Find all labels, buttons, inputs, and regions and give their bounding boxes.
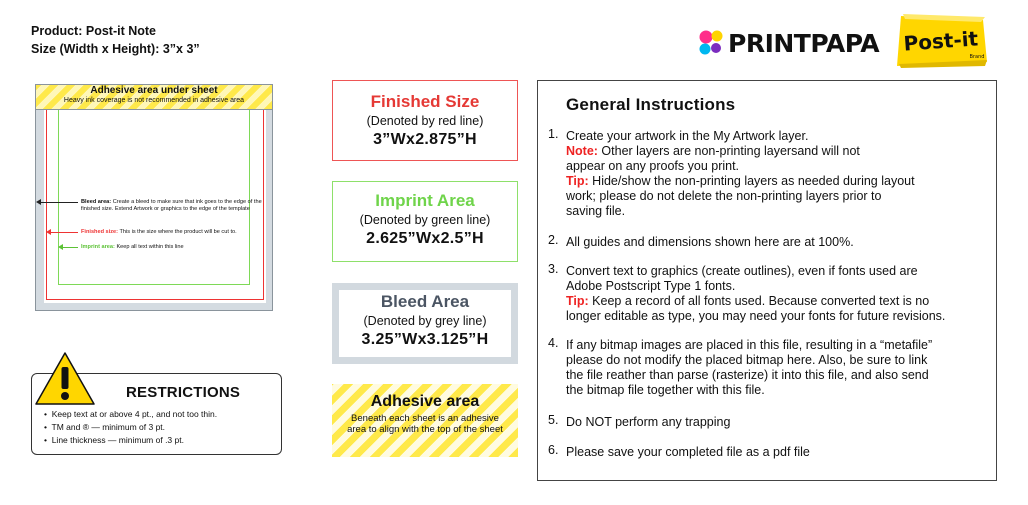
- bleed-annotation: [81, 199, 281, 212]
- restriction-item: • Line thickness — minimum of .3 pt.: [44, 435, 184, 445]
- imprint-area-line: [58, 109, 250, 285]
- imprint-area-sub: (Denoted by green line): [359, 213, 491, 227]
- printpapa-dots-icon: [696, 27, 728, 59]
- restrictions-title: RESTRICTIONS: [126, 384, 241, 401]
- finished-size-value: 3”Wx2.875”H: [373, 131, 477, 148]
- bleed-annotation-label: Bleed area:: [81, 199, 112, 205]
- finished-size-sub: (Denoted by red line): [366, 114, 484, 128]
- printpapa-logo-text: PRINTPAPA: [728, 28, 880, 58]
- adhesive-area-box: [332, 384, 518, 457]
- adhesive-strip-note: Heavy ink coverage is not recommended in adhesive area: [63, 97, 245, 104]
- general-instructions-title: General Instructions: [566, 95, 736, 114]
- bleed-annotation-text: Create a bleed to make sure that ink goes to the edge of the finished size. Extend Artwork or graphics to the edge of the template: [81, 199, 262, 212]
- imprint-annotation: [81, 244, 261, 251]
- finished-size-box: [332, 80, 518, 161]
- product-name: Product: Post-it Note: [31, 24, 156, 38]
- adhesive-area-sub: Beneath each sheet is an adhesive area to align with the top of the sheet: [347, 413, 503, 435]
- adhesive-strip-title: Adhesive area under sheet: [90, 85, 218, 96]
- post-it-logo-text: Post-it: [902, 26, 979, 56]
- imprint-annotation-text: Keep all text within this line: [114, 244, 184, 250]
- adhesive-area-title: Adhesive area: [370, 393, 480, 410]
- warning-icon: [34, 351, 96, 407]
- restriction-item: • TM and ® — minimum of 3 pt.: [44, 422, 166, 432]
- bleed-area-title: Bleed Area: [380, 292, 470, 311]
- restriction-item: • Keep text at or above 4 pt., and not too thin.: [44, 409, 218, 419]
- post-it-brand-logo: [893, 14, 989, 68]
- finished-annotation-text: This is the size where the product will be cut to.: [118, 229, 237, 235]
- printpapa-logo: [696, 26, 879, 60]
- restrictions-list: [44, 408, 217, 447]
- bleed-arrow-line: [40, 202, 78, 203]
- finished-annotation-label: Finished size:: [81, 229, 118, 235]
- product-size: Size (Width x Height): 3”x 3”: [31, 42, 200, 56]
- product-info: [31, 22, 200, 58]
- finished-size-title: Finished Size: [370, 92, 480, 111]
- post-it-brand-sub: Brand: [969, 54, 985, 60]
- finished-annotation: [81, 229, 281, 236]
- imprint-area-box: [332, 181, 518, 262]
- imprint-area-value: 2.625”Wx2.5”H: [366, 230, 484, 247]
- imprint-arrow-line: [62, 247, 78, 248]
- imprint-area-title: Imprint Area: [375, 191, 475, 210]
- finished-arrow-line: [50, 232, 78, 233]
- bleed-area-value: 3.25”Wx3.125”H: [361, 331, 489, 348]
- bleed-area-sub: (Denoted by grey line): [363, 314, 487, 328]
- imprint-annotation-label: Imprint area:: [81, 244, 115, 250]
- bleed-area-box: [332, 283, 518, 364]
